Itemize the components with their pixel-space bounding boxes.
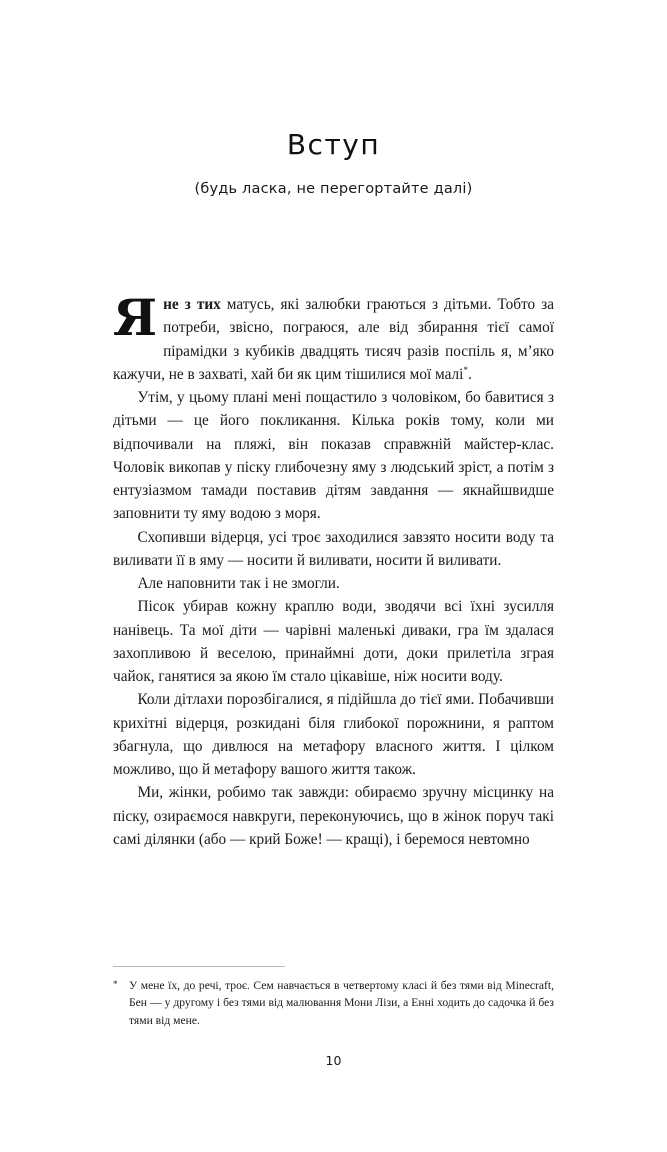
footnote-marker: * (113, 979, 118, 989)
paragraph-1: Яне з тих матусь, які залюбки граються з дітьми. Тобто за потреби, звісно, пограюся, але від збирання тієї самої пірамідки з кубиків двадцять тисяч разів поспіль я, м’яко кажучи, не в захваті, хай би як цим тішилися мої малі*. (113, 288, 555, 383)
paragraph-6: Коли дітлахи порозбігалися, я підійшла до тієї ями. Побачивши крихітні відерця, розкидані біля глибокої порожнини, я раптом збагнула, що дивлюся на метафору власного життя. І цілком можливо, що й метафору вашого життя також. (113, 691, 554, 778)
book-page (0, 128, 667, 1152)
paragraph-4: Але наповнити так і не змогли. (137, 575, 340, 592)
paragraph-3: Схопивши відерця, усі троє заходилися завзято носити воду та виливати її в яму — носити й виливати, носити й виливати. (113, 528, 554, 569)
footnote (113, 977, 554, 1029)
page-number: 10 (325, 1053, 342, 1068)
paragraph-2: Утім, у цьому плані мені пощастило з чоловіком, бо бавитися з дітьми — це його покликання. Кілька років тому, коли ми відпочивали на пляжі, він показав справжній майстер-клас. Чоловік викопав у піску глибочезну яму з людський зріст, а потім з ентузіазмом тамади поставив дітям завдання — якнайшвидше заповнити ту яму водою з моря. (113, 389, 554, 523)
footnote-area (113, 966, 554, 1029)
page-title: Вступ (286, 128, 381, 161)
lead-words: не з тих (163, 296, 221, 313)
paragraph-1-text: матусь, які залюбки граються з дітьми. Тобто за потреби, звісно, пограюся, але від збирання тієї самої пірамідки з кубиків двадцять тисяч разів поспіль я, м’яко кажучи, не в захваті, хай би як цим тішилися мої малі (113, 296, 555, 383)
paragraph-7: Ми, жінки, робимо так завжди: обираємо зручну місцинку на піску, озираємося навкруги, переконуючись, що в жінок поруч такі самі ділянки (або — крий Боже! — кращі), і беремося невтомно (113, 784, 554, 848)
footnote-reference: * (463, 364, 468, 375)
drop-cap: Я (113, 288, 158, 347)
footnote-divider (113, 966, 285, 967)
paragraph-5: Пісок убирав кожну краплю води, зводячи всі їхні зусилля нанівець. Та мої діти — чарівні маленькі диваки, гра їм здалася захопливою й веселою, принаймні доти, доки прилетіла зграя чайок, ганятися за якою їм стало цікавіше, ніж носити воду. (113, 598, 554, 685)
chapter-subtitle: (будь ласка, не перегортайте далі) (194, 181, 473, 197)
footnote-body: У мене їх, до речі, троє. Сем навчається в четвертому класі й без тями від Minecraft, Бен — у другому і без тями від малювання Мони Лізи, а Енні ходить до садочка й без тями від мене. (129, 979, 554, 1027)
body-text (113, 288, 555, 851)
chapter-header (0, 128, 667, 197)
